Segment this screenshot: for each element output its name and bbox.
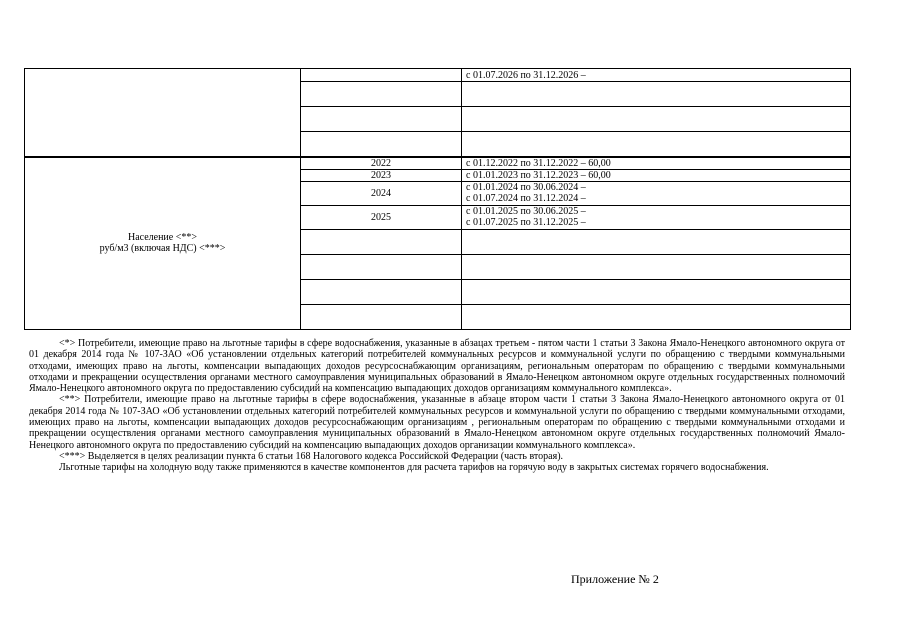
category-cell-population bbox=[25, 157, 301, 330]
period-cell bbox=[462, 304, 851, 329]
year-cell: 2022 bbox=[301, 157, 462, 170]
period-cell bbox=[462, 82, 851, 107]
appendix-heading: Приложение № 2 bbox=[571, 572, 659, 586]
tariff-table bbox=[24, 68, 851, 330]
period-line: с 01.07.2026 по 31.12.2026 – bbox=[466, 69, 586, 81]
period-cell bbox=[462, 229, 851, 254]
year-cell bbox=[301, 229, 462, 254]
year-cell bbox=[301, 132, 462, 157]
year-cell bbox=[301, 304, 462, 329]
period-cell bbox=[462, 205, 851, 229]
period-cell: с 01.01.2023 по 31.12.2023 – 60,00 bbox=[462, 169, 851, 181]
year-cell bbox=[301, 107, 462, 132]
year-cell bbox=[301, 279, 462, 304]
period-cell: с 01.12.2022 по 31.12.2022 – 60,00 bbox=[462, 157, 851, 170]
footnotes bbox=[29, 338, 845, 474]
table-row bbox=[25, 69, 851, 82]
period-line: с 01.01.2025 по 30.06.2025 – bbox=[466, 206, 586, 217]
year-cell: 2025 bbox=[301, 205, 462, 229]
category-cell bbox=[25, 69, 301, 157]
year-cell bbox=[301, 82, 462, 107]
period-line: с 01.07.2024 по 31.12.2024 – bbox=[466, 193, 586, 204]
period-line: с 01.01.2024 по 30.06.2024 – bbox=[466, 182, 586, 193]
period-line: с 01.07.2025 по 31.12.2025 – bbox=[466, 217, 586, 228]
period-cell bbox=[462, 132, 851, 157]
period-cell bbox=[462, 181, 851, 205]
period-cell bbox=[462, 254, 851, 279]
footnote-1: <*> Потребители, имеющие право на льготные тарифы в сфере водоснабжения, указанные в абзацах третьем - пятом части 1 статьи 3 Закона Ямало-Ненецкого автономного округа от 01 декабря 2014 года № 107-ЗАО «Об установлении отдельных категорий потребителей коммунальных ресурсов и коммунальной услуги по обращению с твердыми коммунальными отходами, имеющих право на льготы, компенсации выпадающих доходов ресурсоснабжающим организациям, региональным операторам по обращению с твердыми коммунальными отходами и прекращении осуществления органами местного самоуправления муниципальных образований в Ямало-Ненецком автономном округе отдельных государственных полномочий Ямало-Ненецкого автономного округа по предоставлению субсидий на компенсацию выпадающих доходов организациям коммунального комплекса». bbox=[29, 338, 845, 395]
period-cell bbox=[462, 69, 851, 82]
category-label: Население <**> bbox=[127, 232, 197, 243]
year-cell: 2023 bbox=[301, 169, 462, 181]
year-cell: 2024 bbox=[301, 181, 462, 205]
category-unit: руб/м3 (включая НДС) <***> bbox=[99, 243, 226, 254]
year-cell bbox=[301, 69, 462, 82]
footnote-4: Льготные тарифы на холодную воду также применяются в качестве компонентов для расчета тарифов на горячую воду в закрытых системах горячего водоснабжения. bbox=[59, 462, 769, 474]
footnote-3: <***> Выделяется в целях реализации пункта 6 статьи 168 Налогового кодекса Российской Федерации (часть вторая). bbox=[59, 450, 564, 462]
table-row bbox=[25, 157, 851, 170]
period-cell bbox=[462, 279, 851, 304]
year-cell bbox=[301, 254, 462, 279]
period-cell bbox=[462, 107, 851, 132]
footnote-2: <**> Потребители, имеющие право на льготные тарифы в сфере водоснабжения, указанные в абзаце втором части 1 статьи 3 Закона Ямало-Ненецкого автономного округа от 01 декабря 2014 года № 107-ЗАО «Об установлении отдельных категорий потребителей коммунальных ресурсов и коммунальной услуги по обращению с твердыми коммунальными отходами, имеющих право на льготы, компенсации выпадающих доходов ресурсоснабжающим организациям , региональным операторам по обращению с твердыми коммунальными отходами и прекращении осуществления органами местного самоуправления муниципальных образований в Ямало-Ненецком автономном округе отдельных государственных полномочий Ямало-Ненецкого автономного округа по предоставлению субсидий на компенсацию выпадающих доходов организации коммунального комплекса». bbox=[29, 394, 845, 451]
